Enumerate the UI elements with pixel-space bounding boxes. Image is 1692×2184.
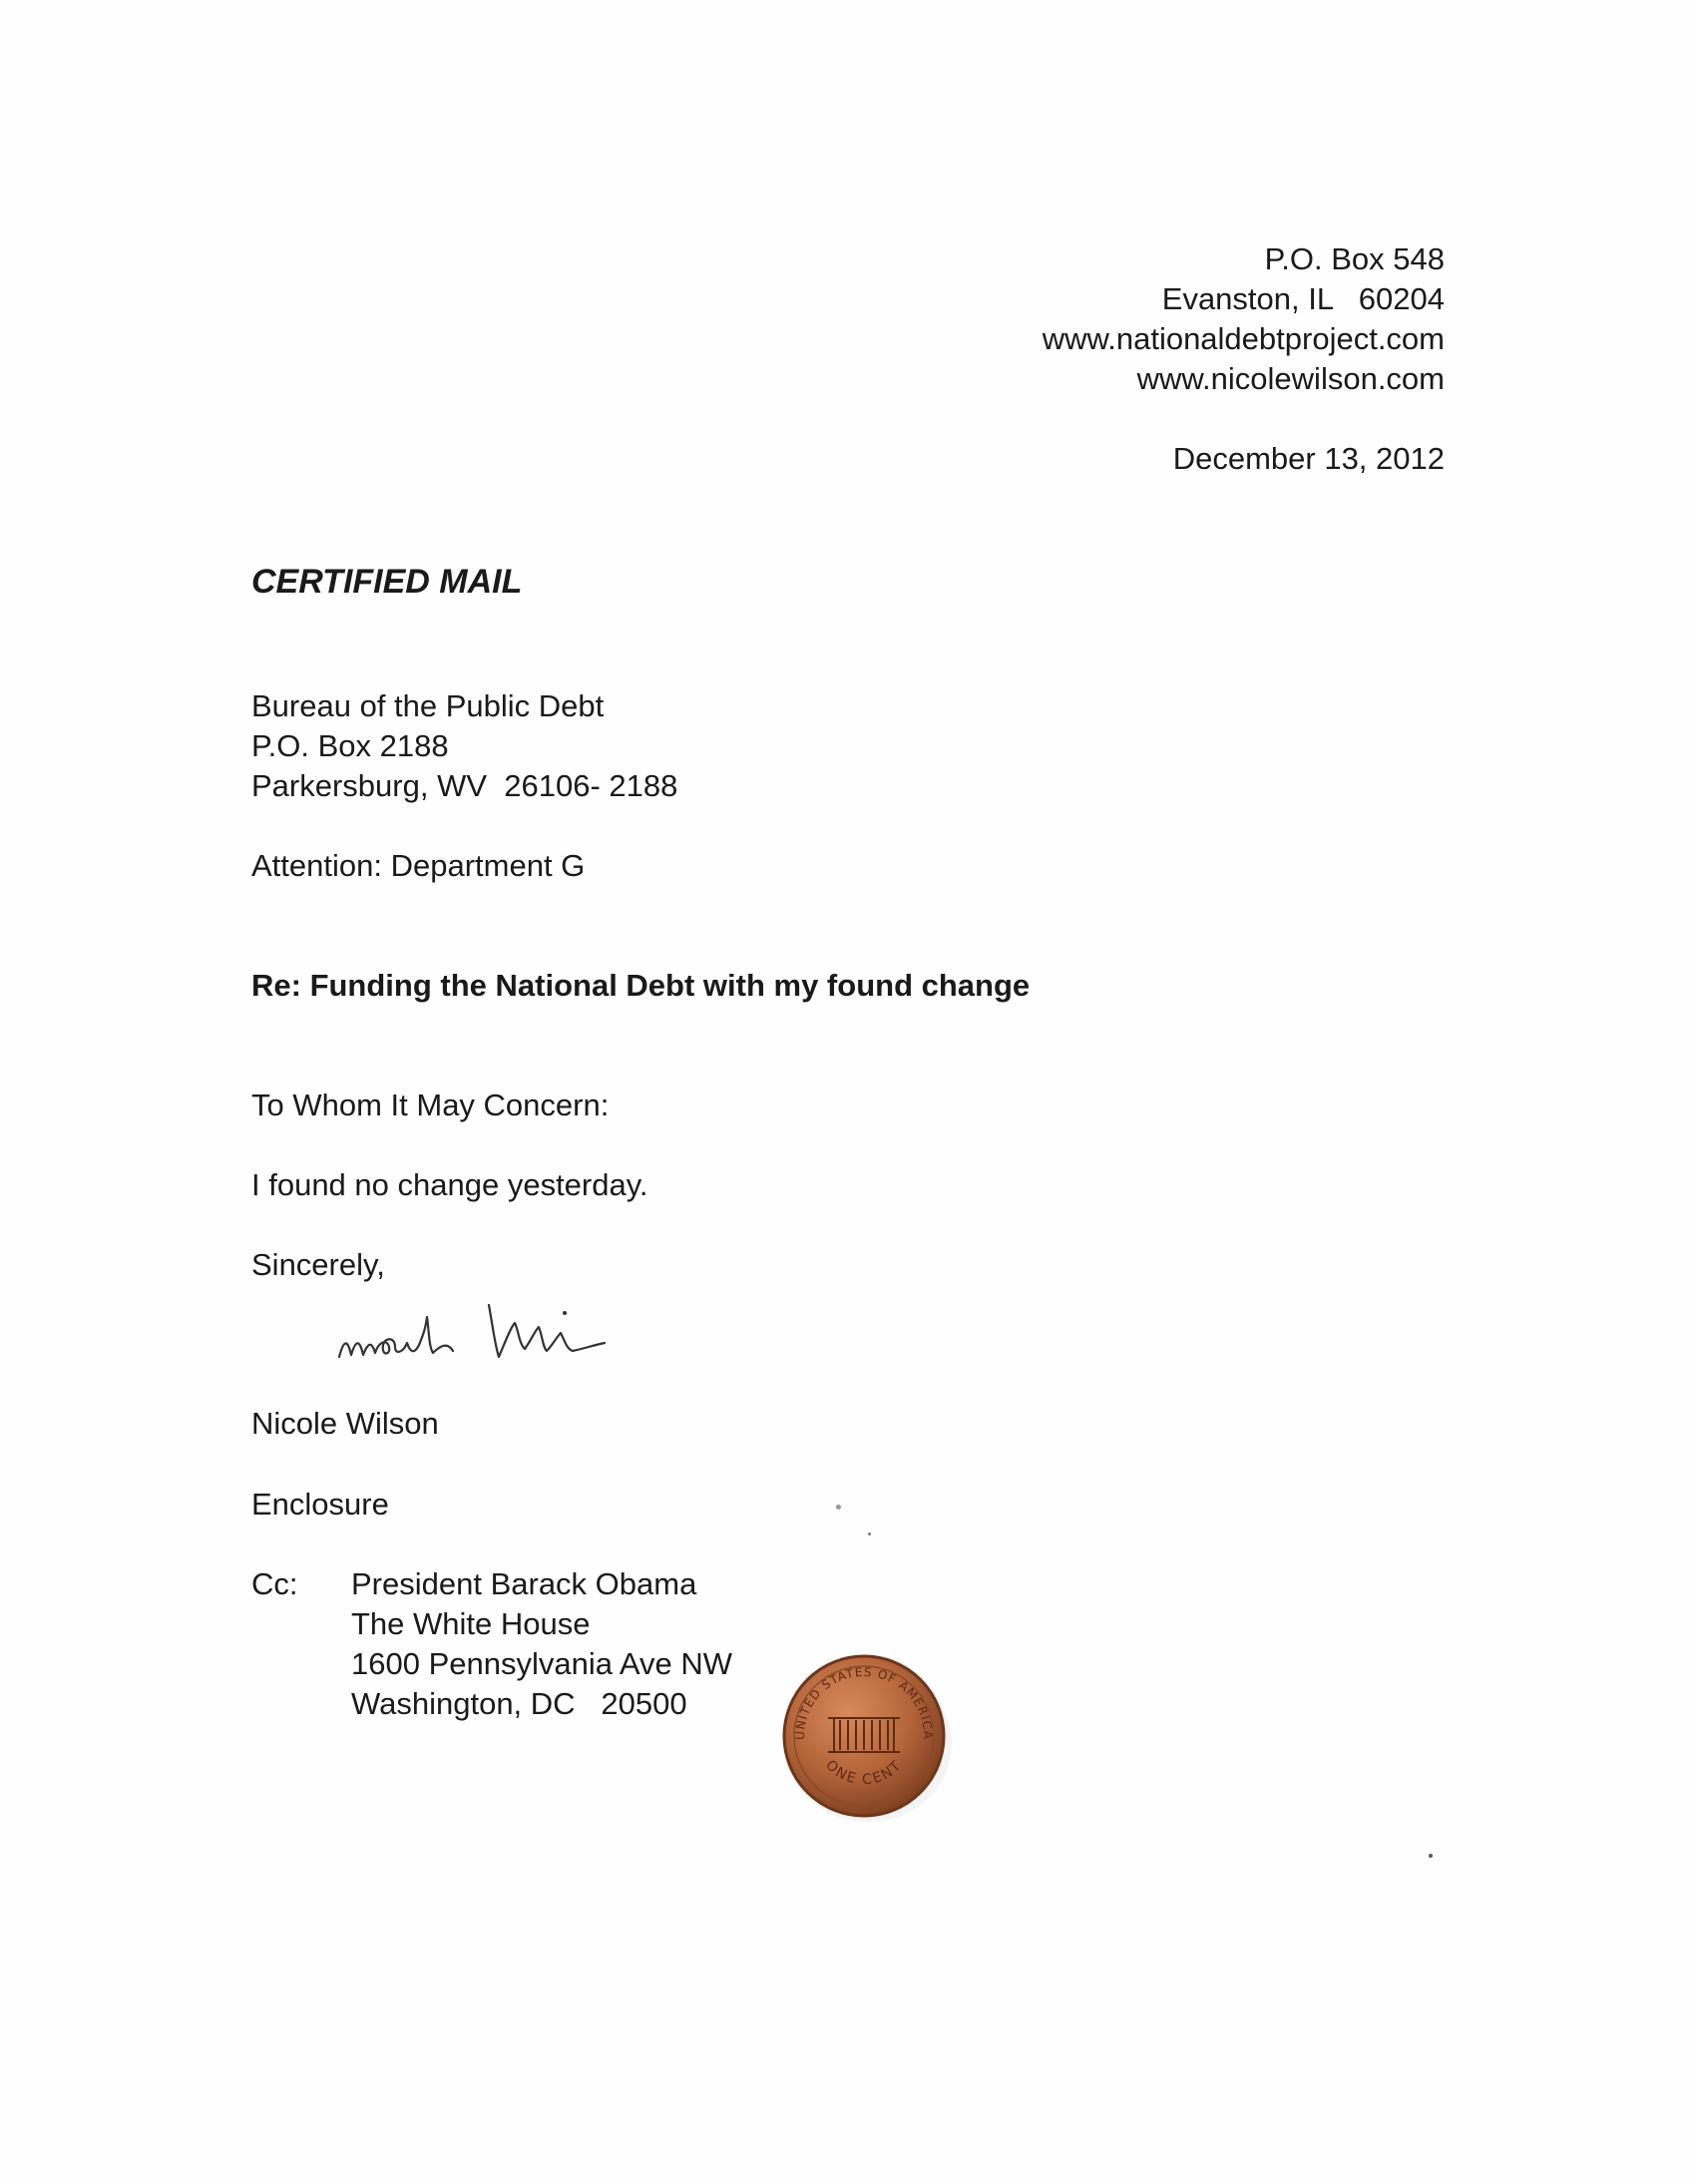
signer-name: Nicole Wilson: [251, 1406, 439, 1441]
sender-website-2[interactable]: www.nicolewilson.com: [1136, 361, 1445, 396]
sender-website-1[interactable]: www.nationaldebtproject.com: [1042, 321, 1445, 356]
recipient-po-box: P.O. Box 2188: [251, 728, 449, 763]
letter-date: December 13, 2012: [1172, 441, 1445, 476]
sender-po-box: P.O. Box 548: [1264, 241, 1445, 276]
sender-address: [1043, 239, 1445, 399]
recipient-city-zip: Parkersburg, WV 26106- 2188: [251, 768, 678, 803]
cc-street: 1600 Pennsylvania Ave NW: [351, 1646, 732, 1681]
paper-speck: [836, 1505, 841, 1510]
cc-address: [351, 1564, 732, 1724]
recipient-address: [251, 686, 677, 806]
handwritten-signature: [329, 1287, 748, 1377]
salutation: To Whom It May Concern:: [251, 1088, 610, 1122]
letter-body: I found no change yesterday.: [251, 1167, 648, 1202]
recipient-name: Bureau of the Public Debt: [251, 688, 605, 723]
coin-top-text: UNITED STATES OF AMERICA: [792, 1664, 936, 1740]
coin-bottom-text: ONE CENT: [822, 1757, 906, 1789]
certified-mail-heading: CERTIFIED MAIL: [251, 563, 523, 601]
cc-city-zip: Washington, DC 20500: [351, 1686, 687, 1721]
cc-label: Cc:: [251, 1566, 298, 1601]
attention-line: Attention: Department G: [251, 848, 586, 883]
cc-organization: The White House: [351, 1606, 591, 1641]
closing: Sincerely,: [251, 1247, 385, 1282]
sender-city-zip: Evanston, IL 60204: [1161, 281, 1445, 316]
paper-speck: [1429, 1854, 1433, 1858]
enclosure-note: Enclosure: [251, 1487, 389, 1522]
cc-name: President Barack Obama: [351, 1566, 697, 1601]
paper-speck: [868, 1532, 871, 1535]
subject-line: Re: Funding the National Debt with my found change: [251, 968, 1031, 1003]
penny-coin-image: [776, 1648, 952, 1824]
